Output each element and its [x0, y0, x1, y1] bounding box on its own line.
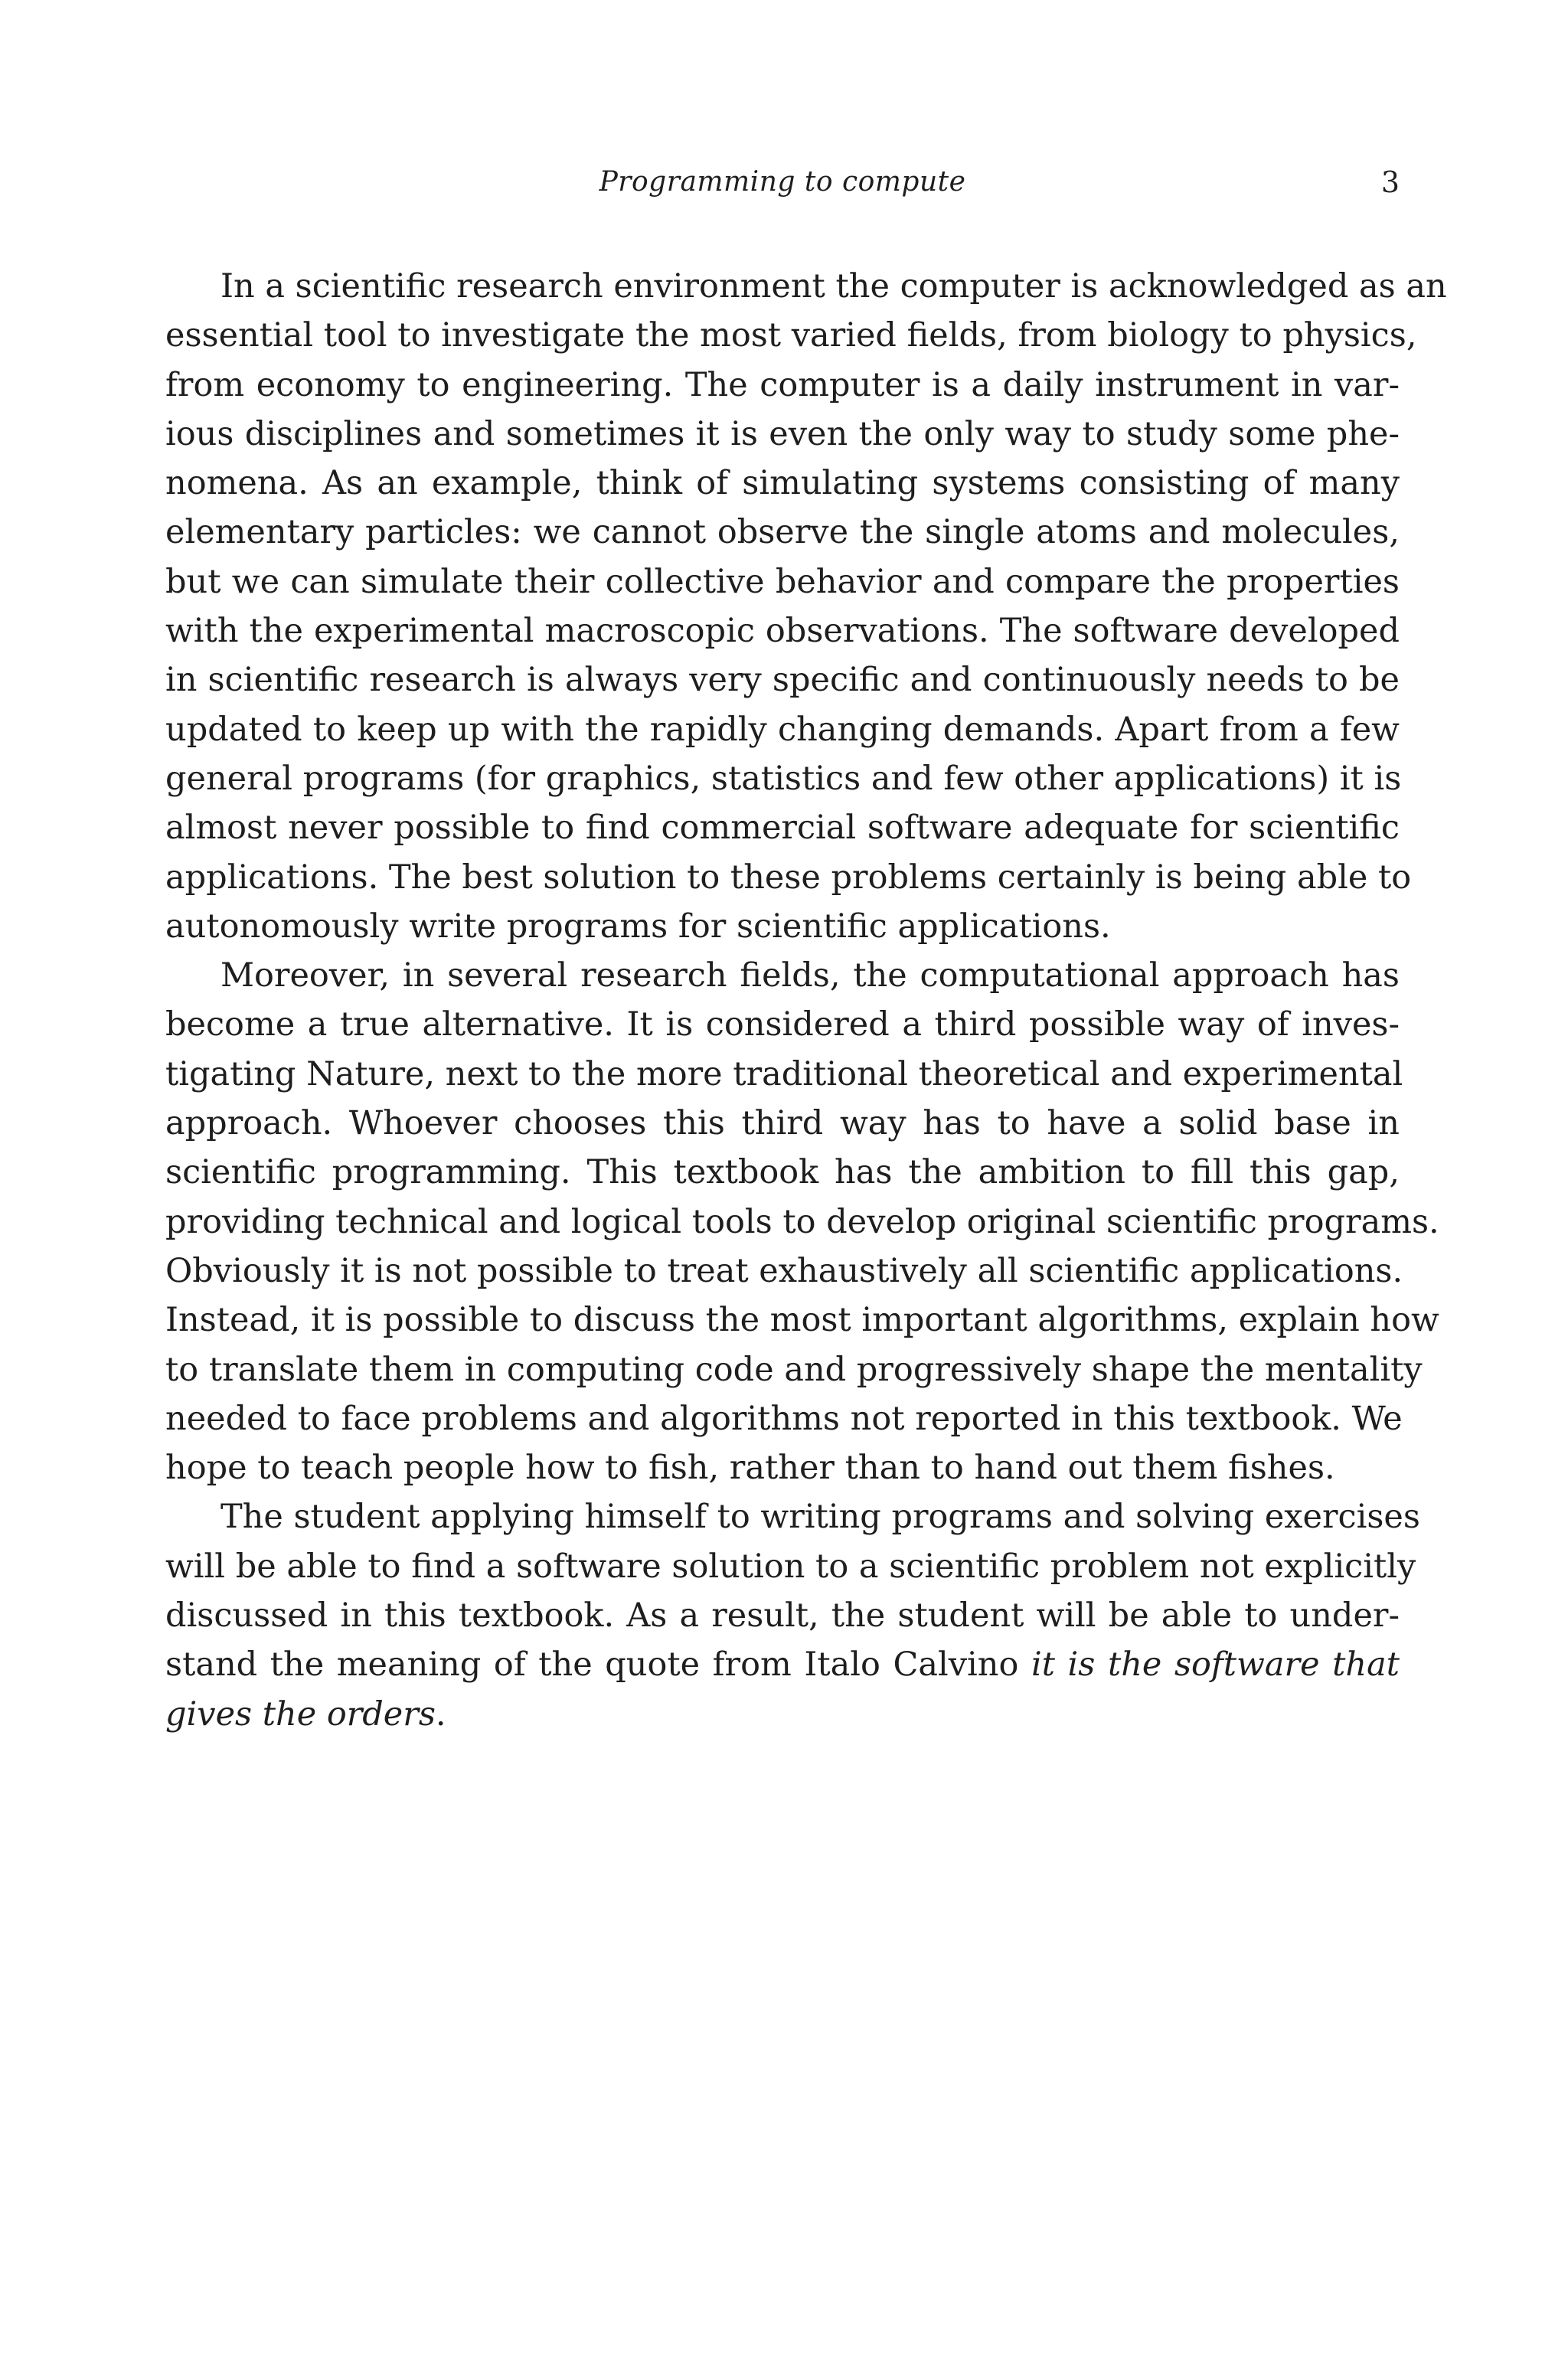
- text-line: become a true alternative. It is considered a third possible way of inves-: [165, 1005, 1400, 1044]
- text-line: Moreover, in several research fields, the computational approach has: [220, 956, 1400, 995]
- text-line: discussed in this textbook. As a result, the student will be able to under-: [165, 1596, 1400, 1636]
- text-line: to translate them in computing code and progressively shape the mentality: [165, 1350, 1423, 1389]
- paragraph-3: [165, 1492, 1420, 1738]
- text-line: needed to face problems and algorithms not reported in this textbook. We: [165, 1399, 1403, 1438]
- text-line: will be able to find a software solution to a scientific problem not explicitly: [165, 1547, 1416, 1586]
- text-line: scientific programming. This textbook has the ambition to fill this gap,: [165, 1153, 1400, 1192]
- text-line: elementary particles: we cannot observe the single atoms and molecules,: [165, 513, 1400, 552]
- quote-lead-in: stand the meaning of the quote from Italo Calvino: [165, 1645, 1031, 1685]
- text-line: autonomously write programs for scientific applications.: [165, 907, 1111, 946]
- text-line: hope to teach people how to fish, rather than to hand out them fishes.: [165, 1449, 1335, 1488]
- calvino-quote-part-2: gives the orders: [165, 1694, 436, 1734]
- text-line: updated to keep up with the rapidly changing demands. Apart from a few: [165, 710, 1400, 749]
- text-line: The student applying himself to writing programs and solving exercises: [220, 1498, 1420, 1537]
- text-line-with-quote: [165, 1640, 1400, 1689]
- page-number: 3: [1380, 165, 1400, 199]
- text-line: almost never possible to find commercial software adequate for scientific: [165, 809, 1400, 848]
- text-line: nomena. As an example, think of simulating systems consisting of many: [165, 464, 1400, 503]
- calvino-quote-part-1: it is the software that: [1031, 1645, 1400, 1685]
- running-head: [165, 161, 1400, 204]
- text-line: ious disciplines and sometimes it is even the only way to study some phe-: [165, 414, 1400, 453]
- body-text: [165, 262, 1447, 1739]
- text-line: applications. The best solution to these problems certainly is being able to: [165, 858, 1412, 897]
- running-title: Programming to compute: [599, 166, 966, 198]
- paragraph-2: [165, 951, 1439, 1492]
- text-line: tigating Nature, next to the more traditional theoretical and experimental: [165, 1054, 1403, 1093]
- text-line: essential tool to investigate the most varied fields, from biology to physics,: [165, 316, 1417, 355]
- paragraph-1: [165, 262, 1447, 951]
- text-line: in scientific research is always very specific and continuously needs to be: [165, 661, 1400, 700]
- final-period: .: [435, 1694, 446, 1734]
- text-line: Obviously it is not possible to treat exhaustively all scientific applications.: [165, 1251, 1403, 1290]
- text-line: approach. Whoever chooses this third way has to have a solid base in: [165, 1104, 1400, 1143]
- text-line: Instead, it is possible to discuss the most important algorithms, explain how: [165, 1301, 1439, 1340]
- text-line: but we can simulate their collective behavior and compare the properties: [165, 562, 1400, 601]
- text-line: providing technical and logical tools to develop original scientific programs.: [165, 1202, 1439, 1241]
- text-line: with the experimental macroscopic observations. The software developed: [165, 612, 1400, 651]
- text-line-final: [165, 1690, 1400, 1739]
- text-line: general programs (for graphics, statistics and few other applications) it is: [165, 759, 1402, 798]
- text-line: from economy to engineering. The computer is a daily instrument in var-: [165, 365, 1400, 404]
- text-line: In a scientific research environment the computer is acknowledged as an: [220, 267, 1447, 306]
